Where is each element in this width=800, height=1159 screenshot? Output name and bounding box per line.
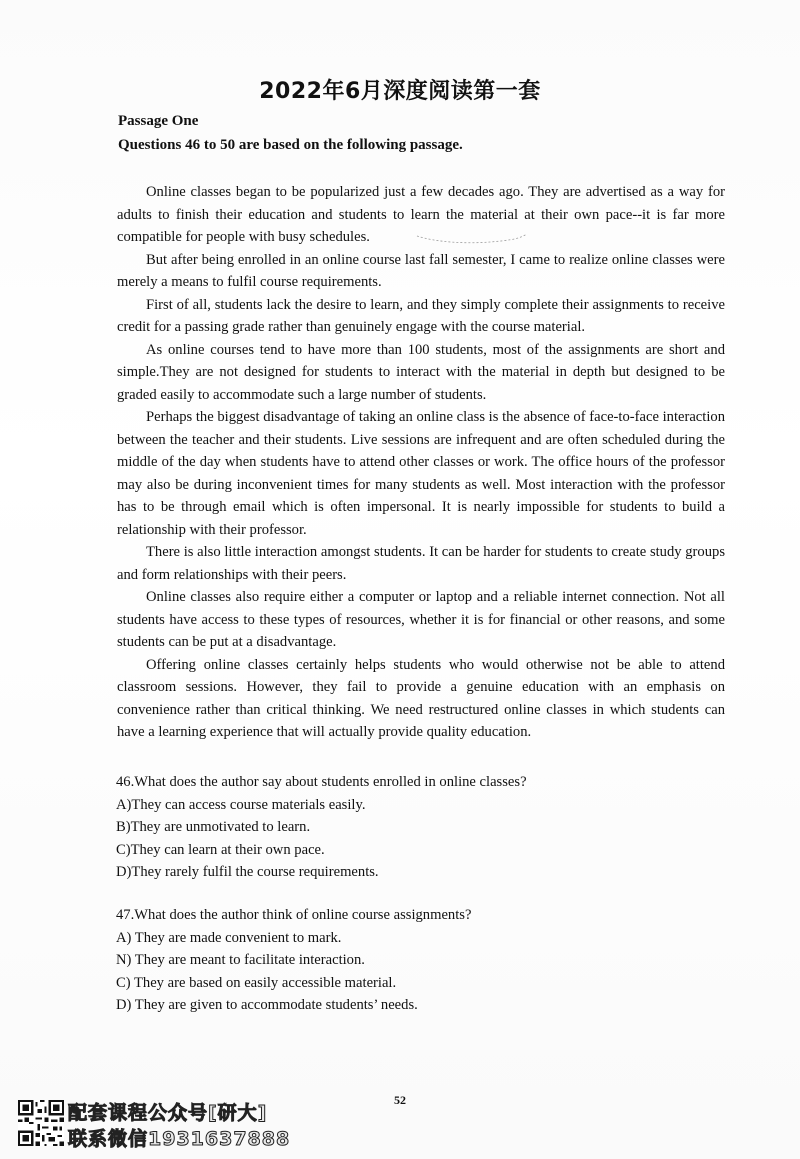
answer-option: D)They rarely fulfil the course requirements.: [116, 864, 379, 880]
passage-label: Passage One: [118, 113, 199, 129]
paragraph: First of all, students lack the desire to learn, and they simply complete their assignments to receive credit for a passing grade rather than genuinely engage with the course material.: [117, 296, 725, 335]
answer-option: D) They are given to accommodate students’ needs.: [116, 997, 418, 1013]
answer-option: B)They are unmotivated to learn.: [116, 819, 311, 835]
passage-instructions: Questions 46 to 50 are based on the following passage.: [118, 137, 463, 153]
page-number: 52: [394, 1093, 406, 1107]
question-46: [116, 771, 736, 884]
paragraph: There is also little interaction amongst students. It can be harder for students to create study groups and form relationships with their peers.: [117, 544, 725, 583]
answer-option: A) They are made convenient to mark.: [116, 929, 342, 946]
qr-code-icon: [18, 1100, 64, 1146]
answer-option: C)They can learn at their own pace.: [116, 841, 325, 858]
promo-line-account: 配套课程公众号[研大]: [68, 1102, 268, 1124]
answer-option: C) They are based on easily accessible material.: [116, 974, 397, 991]
question-stem: 46.What does the author say about students enrolled in online classes?: [116, 774, 527, 790]
question-47: [116, 904, 736, 1017]
paragraph: But after being enrolled in an online course last fall semester, I came to realize online classes were merely a means to fulfil course requirements.: [117, 251, 725, 290]
promo-line-contact: 联系微信1931637888: [68, 1128, 291, 1150]
promo-watermark: [18, 1098, 318, 1150]
page-title: 2022年6月深度阅读第一套: [259, 79, 541, 104]
paragraph: Online classes also require either a computer or laptop and a reliable internet connection. Not all students have access to these types of resources, whether it is for financial or other reasons, and some students can be put at a disadvantage.: [117, 589, 725, 650]
paragraph: Offering online classes certainly helps students who would otherwise not be able to attend classroom sessions. However, they fail to provide a genuine education with an emphasis on convenience rather than critical thinking. We need restructured online classes in which students can have a learning experience that will actually provide quality education.: [117, 656, 725, 740]
paragraph: Online classes began to be popularized just a few decades ago. They are advertised as a way for adults to finish their education and students to learn the material at their own pace--it is far more compatible for people with busy schedules.: [117, 184, 725, 245]
passage-body: [117, 181, 725, 744]
pencil-underline-mark: [415, 228, 530, 248]
answer-option: N) They are meant to facilitate interaction.: [116, 952, 365, 968]
paragraph: As online courses tend to have more than 100 students, most of the assignments are short and simple.They are not designed for students to interact with the material in depth but designed to be graded easily to accommodate such a large number of students.: [117, 341, 725, 403]
answer-option: A)They can access course materials easily.: [116, 796, 366, 813]
paragraph: Perhaps the biggest disadvantage of taking an online class is the absence of face-to-face interaction between the teacher and their students. Live sessions are infrequent and are often scheduled during the middle of the day when students have to attend other classes or work. The office hours of the professor may also be during inconvenient times for many students as well. Most interaction with the professor has to be through email which is often impersonal. It is nearly impossible for students to build a relationship with their professor.: [117, 409, 725, 538]
question-stem: 47.What does the author think of online course assignments?: [116, 907, 472, 923]
